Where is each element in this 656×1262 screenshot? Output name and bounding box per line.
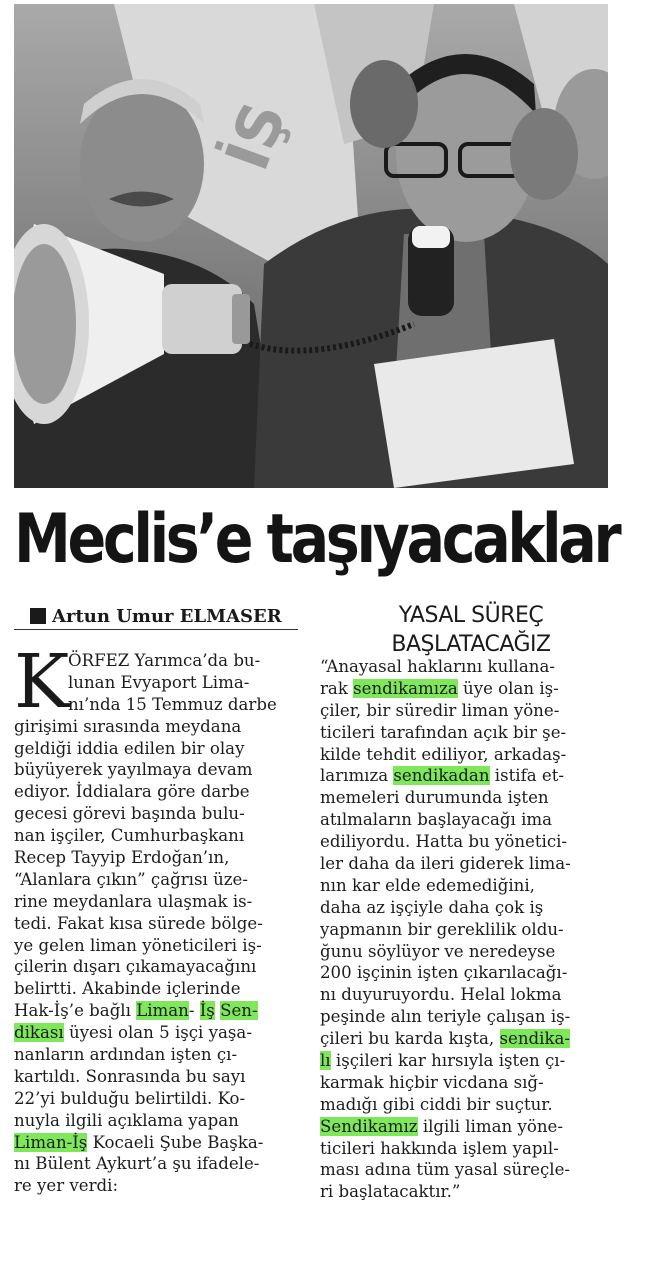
text-line: kilde tehdit ediliyor, arkadaş- — [320, 744, 567, 764]
text-line: re yer verdi: — [14, 1176, 119, 1196]
text-segment: çileri bu karda kışta, — [320, 1029, 500, 1049]
text-line: nı duyuruyordu. Helal lokma — [320, 985, 562, 1005]
highlighted-keyword: Liman — [136, 1001, 189, 1021]
text-segment: larımıza — [320, 766, 394, 786]
text-line: nın kar elde edemediğini, — [320, 875, 535, 895]
drop-cap: K — [14, 639, 70, 725]
highlighted-keyword: Sen- — [220, 1001, 258, 1021]
text-line: yapmanın bir gereklilik oldu- — [320, 919, 564, 939]
highlighted-keyword: dikası — [14, 1023, 64, 1043]
text-segment: ilgili liman yöne- — [417, 1116, 563, 1136]
text-line — [14, 1000, 306, 1022]
text-line: kartıldı. Sonrasında bu sayı — [14, 1066, 246, 1086]
text-segment: işçileri kar hırsıyla işten çı- — [330, 1051, 566, 1071]
text-line: ler daha da ileri giderek lima- — [320, 854, 571, 874]
text-line: nan işçiler, Cumhurbaşkanı — [14, 826, 245, 846]
text-line: ediliyordu. Hatta bu yönetici- — [320, 832, 568, 852]
text-line: ğunu söylüyor ve neredeyse — [320, 941, 556, 961]
text-line — [320, 1028, 620, 1050]
article-column-right — [320, 656, 620, 1203]
highlighted-keyword: sendika- — [499, 1029, 571, 1049]
byline-square-icon — [30, 608, 46, 624]
text-line: ması adına tüm yasal süreçle- — [320, 1160, 571, 1180]
text-line: nı Bülent Aykurt’a şu ifadele- — [14, 1154, 260, 1174]
text-line: çiler, bir süredir liman yöne- — [320, 700, 560, 720]
text-line — [320, 1050, 620, 1072]
text-line: 200 işçinin işten çıkarılacağı- — [320, 963, 568, 983]
text-line: madığı gibi ciddi bir suçtur. — [320, 1094, 553, 1114]
text-line: “Alanlara çıkın” çağrısı üze- — [14, 869, 248, 889]
text-line: daha az işçiyle daha çok iş — [320, 897, 544, 917]
text-line: nı’nda 15 Temmuz darbe — [68, 694, 277, 714]
article-column-left — [14, 639, 306, 1197]
highlighted-keyword: sendikamıza — [353, 678, 458, 698]
text-segment: üye olan iş- — [457, 678, 559, 698]
text-line — [320, 1116, 620, 1138]
text-line: lunan Evyaport Lima- — [68, 672, 250, 692]
subheading — [346, 601, 596, 659]
text-line: ediyor. İddialara göre darbe — [14, 782, 250, 802]
text-line — [14, 1132, 306, 1154]
text-line: tedi. Fakat kısa sürede bölge- — [14, 913, 263, 933]
text-line: Recep Tayyip Erdoğan’ın, — [14, 848, 230, 868]
protest-photo-illustration — [14, 4, 608, 488]
text-line: ticileri tarafından açık bir şe- — [320, 722, 567, 742]
highlighted-keyword: lı — [320, 1051, 331, 1071]
text-segment: Hak-İş’e bağlı — [14, 1001, 137, 1021]
text-line: 22’yi bulduğu belirtildi. Ko- — [14, 1088, 246, 1108]
text-line — [320, 765, 620, 787]
headline: Meclis’e taşıyacaklar — [14, 500, 619, 579]
author-name: Artun Umur ELMASER — [52, 606, 282, 627]
text-line: peşinde alın teriyle çalışan iş- — [320, 1007, 571, 1027]
highlighted-keyword: İş — [199, 1001, 215, 1021]
text-line: girişimi sırasında meydana — [14, 716, 242, 736]
highlighted-keyword: Liman-İş — [14, 1132, 88, 1152]
text-line — [320, 678, 620, 700]
text-line: rine meydanlara ulaşmak is- — [14, 891, 253, 911]
text-line: geldiği iddia edilen bir olay — [14, 738, 245, 758]
text-line: nanların ardından işten çı- — [14, 1045, 238, 1065]
text-segment: üyesi olan 5 işçi yaşa- — [63, 1023, 252, 1043]
text-line: nuyla ilgili açıklama yapan — [14, 1110, 239, 1130]
text-line: atılmaların başlayacağı ima — [320, 810, 553, 830]
text-line: belirtti. Akabinde içlerinde — [14, 979, 241, 999]
text-segment: rak — [320, 678, 354, 698]
microphone-icon — [408, 226, 454, 316]
text-segment: Kocaeli Şube Başka- — [87, 1132, 264, 1152]
text-line — [14, 1022, 306, 1044]
byline — [14, 606, 298, 630]
text-line: büyüyerek yayılmaya devam — [14, 760, 253, 780]
text-segment: istifa et- — [489, 766, 564, 786]
text-line: ri başlatacaktır.” — [320, 1182, 461, 1202]
text-line: ye gelen liman yöneticileri iş- — [14, 935, 262, 955]
text-segment: - — [188, 1001, 200, 1021]
text-line: memeleri durumunda işten — [320, 788, 549, 808]
highlighted-keyword: sendikadan — [393, 766, 490, 786]
text-line: ticileri hakkında işlem yapıl- — [320, 1138, 559, 1158]
highlighted-keyword: Sendikamız — [320, 1116, 418, 1136]
svg-text:İŞ: İŞ — [212, 93, 301, 180]
text-line: “Anayasal haklarını kullana- — [320, 657, 555, 676]
text-line: çilerin dışarı çıkamayacağını — [14, 957, 257, 977]
subheading-line: BAŞLATACAĞIZ — [391, 632, 551, 657]
text-line: gecesi görevi başında bulu- — [14, 804, 245, 824]
text-line: ÖRFEZ Yarımca’da bu- — [68, 651, 261, 670]
text-line: karmak hiçbir vicdana sığ- — [320, 1072, 544, 1092]
news-photo — [14, 4, 608, 488]
subheading-line: YASAL SÜREÇ — [398, 603, 544, 628]
